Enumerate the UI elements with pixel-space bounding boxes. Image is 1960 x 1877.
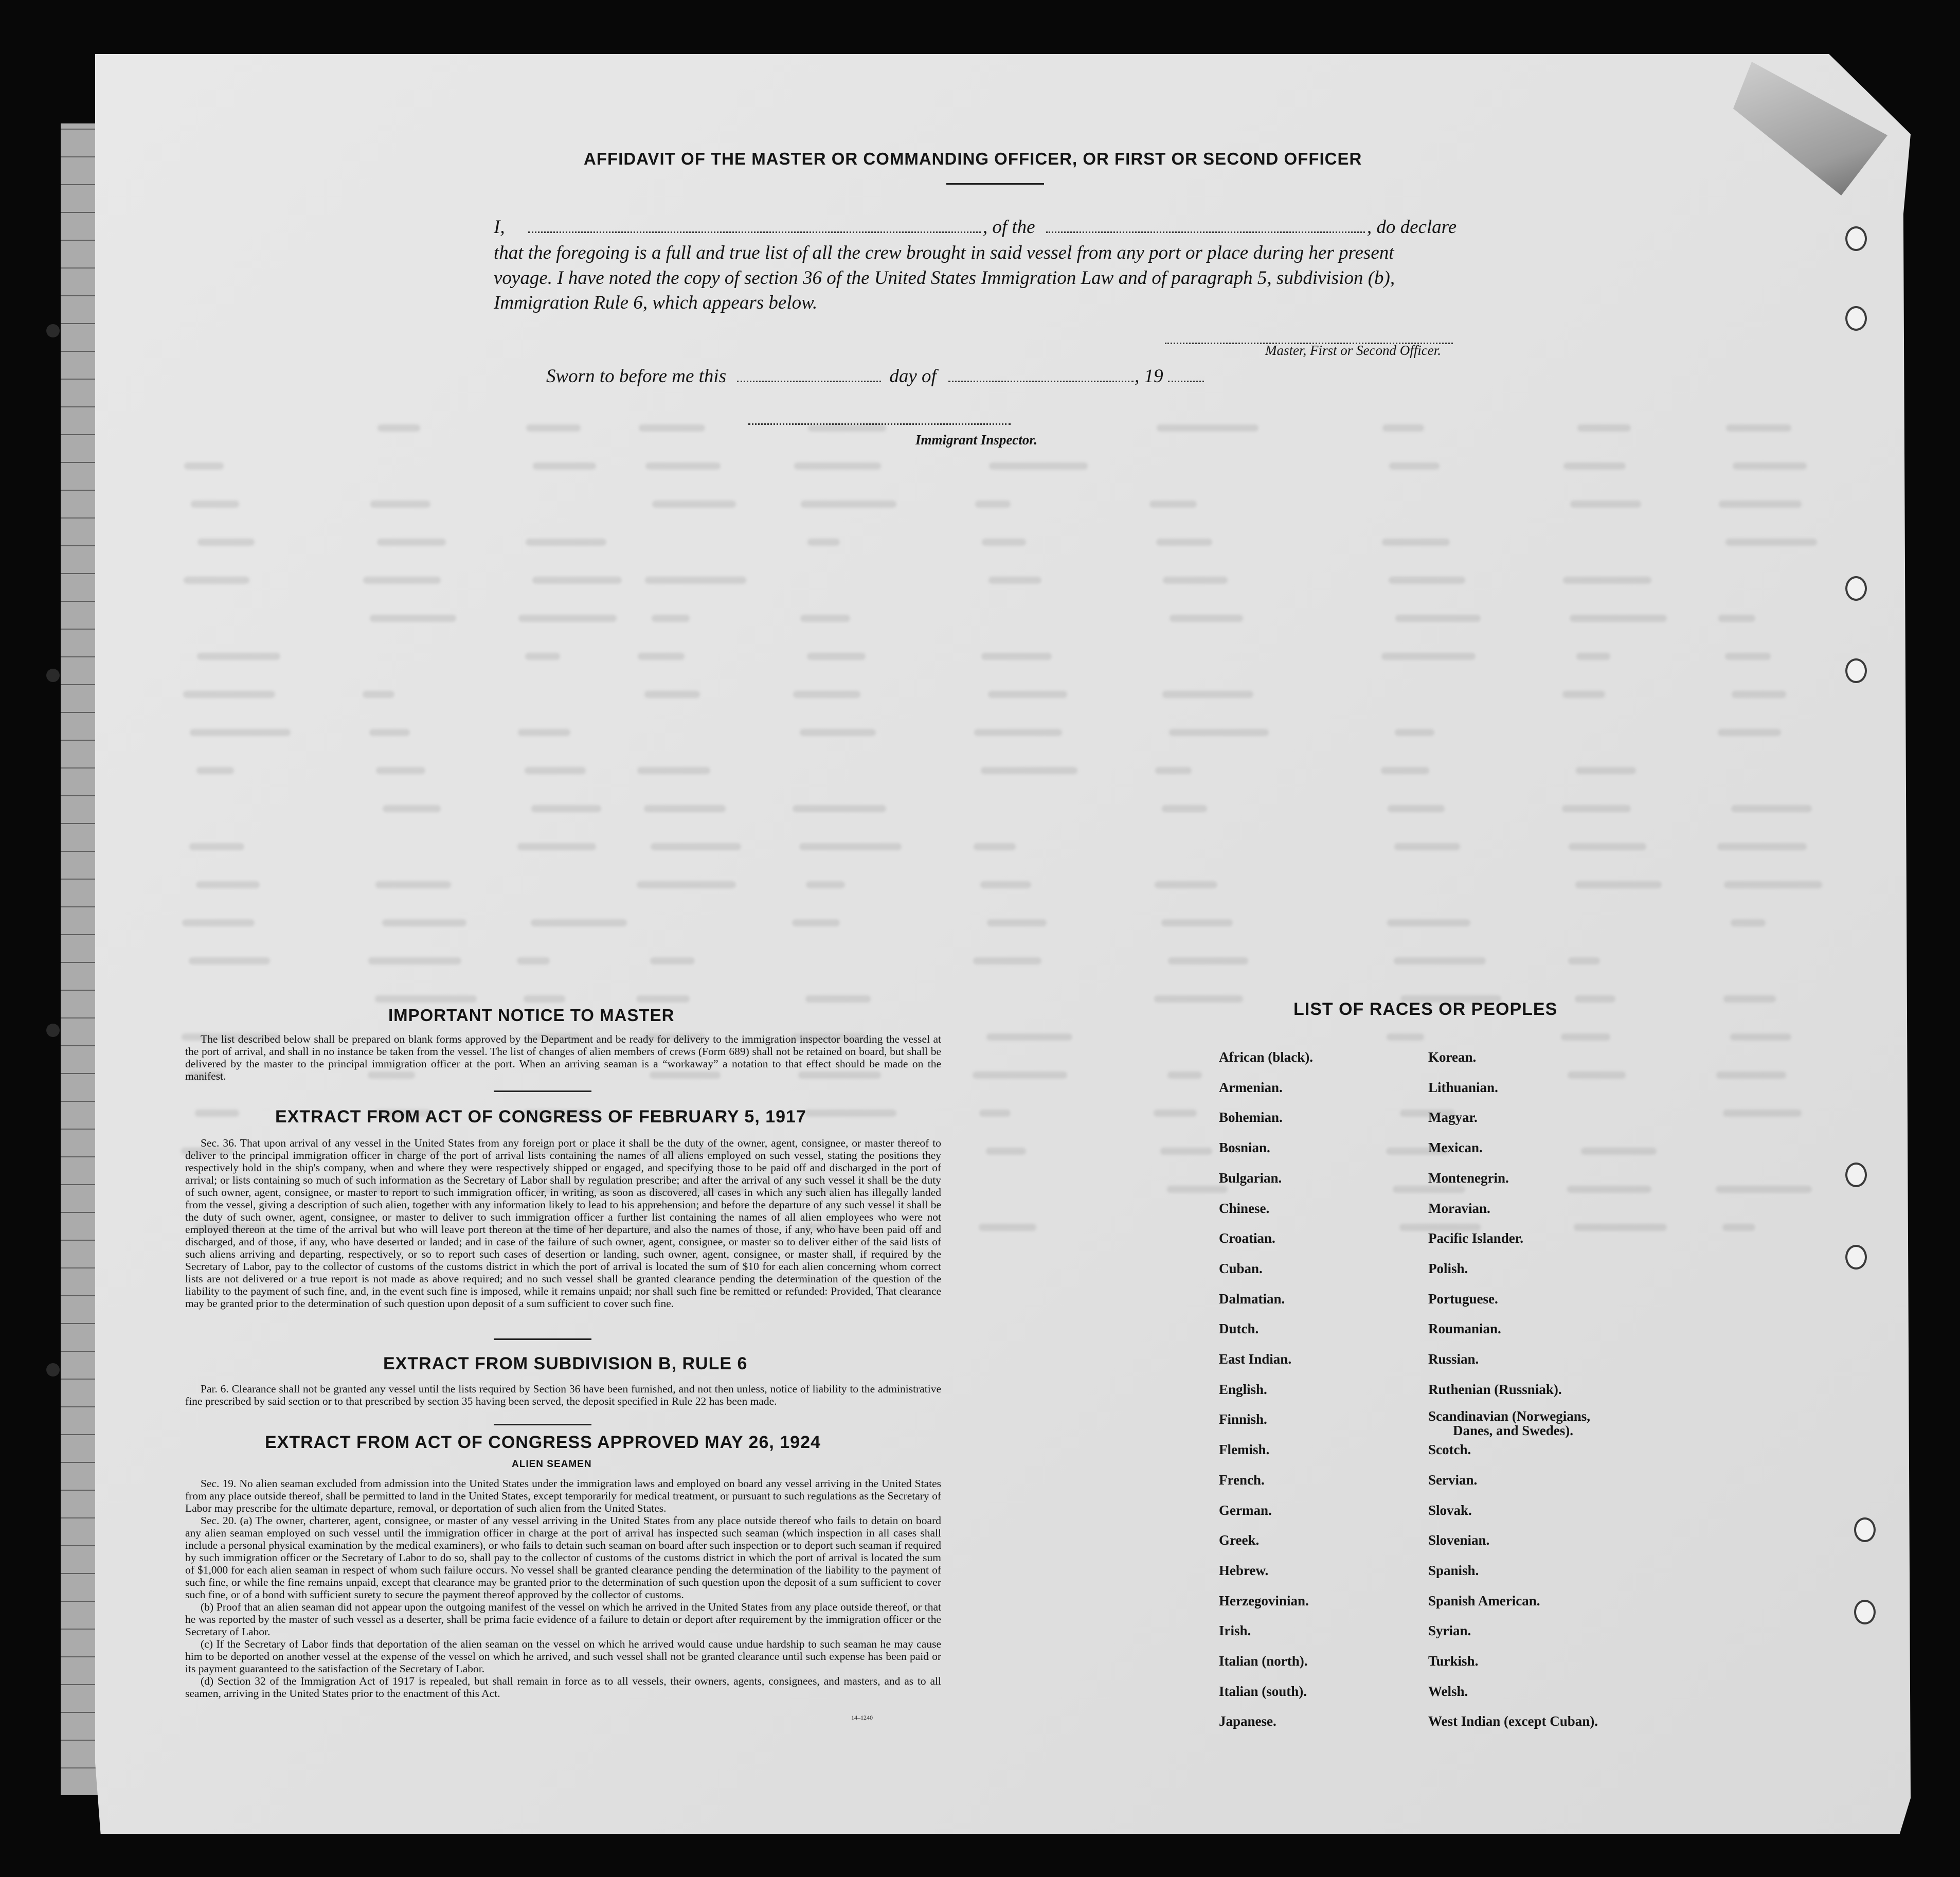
- affidavit-line-2: that the foregoing is a full and true list of all the crew brought in said vessel from any port or place during her present: [494, 242, 1394, 263]
- race-item: Dalmatian.: [1219, 1291, 1285, 1307]
- notice-rule: [494, 1091, 591, 1092]
- race-item: Lithuanian.: [1428, 1080, 1498, 1095]
- race-item: Armenian.: [1219, 1080, 1283, 1095]
- race-item: Danes, and Swedes).: [1453, 1423, 1574, 1438]
- race-item: Moravian.: [1428, 1201, 1490, 1216]
- extract-1924-title: EXTRACT FROM ACT OF CONGRESS APPROVED MAY 26, 1924: [265, 1433, 821, 1452]
- inspector-signature-field[interactable]: [748, 409, 1011, 425]
- sworn-line: Sworn to before me this day of , 19: [546, 364, 1549, 389]
- race-item: Montenegrin.: [1428, 1170, 1509, 1186]
- form-number: 14–1240: [851, 1714, 873, 1721]
- race-item: Bulgarian.: [1219, 1170, 1282, 1186]
- race-item: English.: [1219, 1382, 1267, 1397]
- race-item: Pacific Islander.: [1428, 1230, 1523, 1246]
- race-item: Dutch.: [1219, 1321, 1259, 1336]
- affidavit-line-4: Immigration Rule 6, which appears below.: [494, 292, 818, 313]
- affidavit-line-3: voyage. I have noted the copy of section 36 of the United States Immigration Law and of paragraph 5, subdivision (b),: [494, 267, 1395, 289]
- race-item: Cuban.: [1219, 1261, 1263, 1276]
- sworn-year-field[interactable]: [1168, 366, 1204, 382]
- sec-20a-paragraph: Sec. 20. (a) The owner, charterer, agent, consignee, or master of any vessel arriving in the United States from any place outside thereof who fails to detain on board any alien seaman employed on such vessel until the immigration officer in charge at the port of arrival has inspected such seaman (which inspection in all cases shall include a personal physical examination by the medical examiners), or who fails to detain such seaman on board after such inspection or to deport such seaman if required by such immigration officer or the Secretary of Labor to do so, shall pay to the collector of customs of the customs district in which the port of arrival is located the sum of $1,000 for each alien seaman in respect of whom such failure occurs. No vessel shall be granted clearance pending the determination of the liability to the payment of such fine, or while the fine remains unpaid, except that clearance may be granted prior to the determination of such question upon the deposit of a sum sufficient to cover such fine, or of a bond with sufficient surety to secure the payment thereof approved by the collector of customs.: [185, 1514, 941, 1601]
- binder-hole: [1845, 226, 1867, 251]
- race-item: Japanese.: [1219, 1713, 1276, 1729]
- race-item: Welsh.: [1428, 1684, 1468, 1699]
- race-item: Polish.: [1428, 1261, 1468, 1276]
- inspector-label: Immigrant Inspector.: [915, 432, 1038, 448]
- binder-hole: [1845, 1245, 1867, 1270]
- race-item: Spanish.: [1428, 1563, 1479, 1578]
- race-item: Servian.: [1428, 1472, 1478, 1488]
- race-item: Syrian.: [1428, 1623, 1471, 1638]
- race-item: Italian (north).: [1219, 1653, 1308, 1669]
- sec-19-paragraph: Sec. 19. No alien seaman excluded from admission into the United States under the immigration laws and employed on board any vessel arriving in the United States from any place outside thereof, shall be permitted to land in the United States, except temporarily for medical treatment, or pursuant to such regulations as the Secretary of Labor may prescribe for the ultimate departure, removal, or deportation of such alien from the United States.: [185, 1477, 941, 1514]
- sec-20b-paragraph: (b) Proof that an alien seaman did not appear upon the outgoing manifest of the vessel on which he arrived in the United States from any place outside thereof, or that he was reported by the master of such vessel as a deserter, shall be prima facie evidence of a failure to detain or deport after requirement by the immigration officer or the Secretary of Labor.: [185, 1601, 941, 1638]
- binder-hole: [1854, 1600, 1876, 1624]
- extract-1917-title: EXTRACT FROM ACT OF CONGRESS OF FEBRUARY 5, 1917: [275, 1107, 806, 1127]
- title-rule: [946, 183, 1044, 185]
- master-signature-field[interactable]: [1165, 328, 1453, 344]
- race-item: Ruthenian (Russniak).: [1428, 1382, 1562, 1397]
- race-item: Portuguese.: [1428, 1291, 1498, 1307]
- vessel-name-field[interactable]: [1046, 217, 1365, 233]
- race-item: Flemish.: [1219, 1442, 1270, 1457]
- notice-body: The list described below shall be prepared on blank forms approved by the Department and be ready for delivery to the immigration inspector boarding the vessel at the port of arrival, and shall in no instance be taken from the vessel. The list of changes of alien members of crews (Form 689) shall not be retained on board, but shall be delivered by the master to the principal immigration officer at the port. When an arriving seaman is a “workaway” a notation to that effect should be made on the manifest.: [185, 1033, 941, 1082]
- sworn-day-field[interactable]: [737, 366, 881, 382]
- sec-20d-paragraph: (d) Section 32 of the Immigration Act of 1917 is repealed, but shall remain in force as to all vessels, their owners, agents, consignees, and masters, and as to all seamen, arriving in the United States prior to the enactment of this Act.: [185, 1675, 941, 1700]
- race-item: Russian.: [1428, 1351, 1479, 1367]
- race-item: East Indian.: [1219, 1351, 1292, 1367]
- master-signature-label: Master, First or Second Officer.: [1265, 343, 1441, 358]
- race-item: Scandinavian (Norwegians,: [1428, 1408, 1591, 1424]
- race-item: Hebrew.: [1219, 1563, 1269, 1578]
- race-item: Magyar.: [1428, 1110, 1478, 1125]
- race-item: Mexican.: [1428, 1140, 1483, 1155]
- race-item: Slovenian.: [1428, 1532, 1490, 1548]
- binder-hole: [1845, 658, 1867, 683]
- race-item: African (black).: [1219, 1049, 1313, 1065]
- race-item: Scotch.: [1428, 1442, 1471, 1457]
- race-item: Herzegovinian.: [1219, 1593, 1309, 1608]
- affidavit-title: AFFIDAVIT OF THE MASTER OR COMMANDING OFFICER, OR FIRST OR SECOND OFFICER: [584, 149, 1362, 168]
- extract-1917-rule: [494, 1338, 591, 1340]
- race-item: Irish.: [1219, 1623, 1251, 1638]
- race-item: West Indian (except Cuban).: [1428, 1713, 1598, 1729]
- race-item: Italian (south).: [1219, 1684, 1307, 1699]
- binder-hole: [1854, 1517, 1876, 1542]
- race-item: Greek.: [1219, 1532, 1260, 1548]
- sec-20c-paragraph: (c) If the Secretary of Labor finds that deportation of the alien seaman on the vessel on which he arrived would cause undue hardship to such seaman he may cause him to be deported on another vessel at the expense of the vessel on which he arrived, and such vessel shall not be granted clearance until such expense has been paid or its payment guaranteed to the satisfaction of the Secretary of Labor.: [185, 1638, 941, 1675]
- race-item: Turkish.: [1428, 1653, 1479, 1669]
- extract-1917-body: Sec. 36. That upon arrival of any vessel in the United States from any foreign port or place it shall be the duty of the owner, agent, consignee, or master thereof to deliver to the principal immigration officer in charge of the port of arrival lists containing the names of all aliens employed on such vessel, stating the positions they respectively hold in the ship's company, when and where they were respectively shipped or engaged, and specifying those to be paid off and discharged in the port of arrival; or lists containing so much of such information as the Secretary of Labor shall by regulation prescribe; and after the arrival of any such vessel it shall be the duty of such owner, agent, consignee, or master to report to such immigration officer, in writing, as soon as discovered, all cases in which any such alien has illegally landed from the vessel, giving a description of such alien, together with any information likely to lead to his apprehension; and before the departure of any such vessel it shall be the duty of such owner, agent, consignee, or master to deliver to such immigration officer a further list containing the names of all alien employees who were not employed thereon at the time of the arrival but who will leave port thereon at the time of her departure, and also the names of those, if any, who have been paid off and discharged, and of those, if any, who have deserted or landed; and in case of the failure of such owner, agent, consignee, or master so to deliver either of the said lists of such aliens arriving and departing, respectively, or so to report such cases of desertion or landing, such owner, agent, consignee, or master shall, if required by the Secretary of Labor, pay to the collector of customs of the customs district in which the port of arrival is located the sum of $10 for each alien concerning whom correct lists are not delivered or a true report is not made as above required; and no such vessel shall be granted clearance pending the determination of the question of the liability to the payment of such fine, and, in the event such fine is imposed, while it remains unpaid; nor shall such fine be remitted or refunded: Provided, That clearance may be granted prior to the determination of such question upon deposit of a sum sufficient to cover such fine.: [185, 1137, 941, 1310]
- sworn-month-field[interactable]: [948, 366, 1134, 382]
- race-item: Slovak.: [1428, 1503, 1472, 1518]
- race-item: Bosnian.: [1219, 1140, 1270, 1155]
- race-item: Korean.: [1428, 1049, 1477, 1065]
- binder-hole: [1845, 1163, 1867, 1187]
- left-ledger-edge: [61, 123, 99, 1795]
- race-item: Croatian.: [1219, 1230, 1275, 1246]
- extract-rule6-body: Par. 6. Clearance shall not be granted any vessel until the lists required by Section 36 have been furnished, and not then unless, notice of liability to the administrative fine prescribed by said section or to that prescribed by section 35 having been served, the deposit specified in Rule 22 has been made.: [185, 1383, 941, 1407]
- race-item: Chinese.: [1219, 1201, 1270, 1216]
- race-item: Spanish American.: [1428, 1593, 1540, 1608]
- affidavit-line-1: I, , of the , do declare: [494, 217, 1457, 238]
- extract-rule6-title: EXTRACT FROM SUBDIVISION B, RULE 6: [383, 1354, 748, 1373]
- race-item: German.: [1219, 1503, 1272, 1518]
- binder-hole: [1845, 306, 1867, 331]
- race-item: French.: [1219, 1472, 1265, 1488]
- race-item: Bohemian.: [1219, 1110, 1283, 1125]
- races-title: LIST OF RACES OR PEOPLES: [1293, 999, 1558, 1019]
- master-name-field[interactable]: [528, 217, 981, 233]
- race-item: Finnish.: [1219, 1411, 1267, 1427]
- race-item: Roumanian.: [1428, 1321, 1501, 1336]
- extract-1924-subtitle: ALIEN SEAMEN: [512, 1459, 592, 1470]
- binder-hole: [1845, 576, 1867, 601]
- extract-rule6-rule: [494, 1424, 591, 1425]
- extract-1924-body: [185, 1477, 941, 1700]
- notice-title: IMPORTANT NOTICE TO MASTER: [388, 1006, 675, 1025]
